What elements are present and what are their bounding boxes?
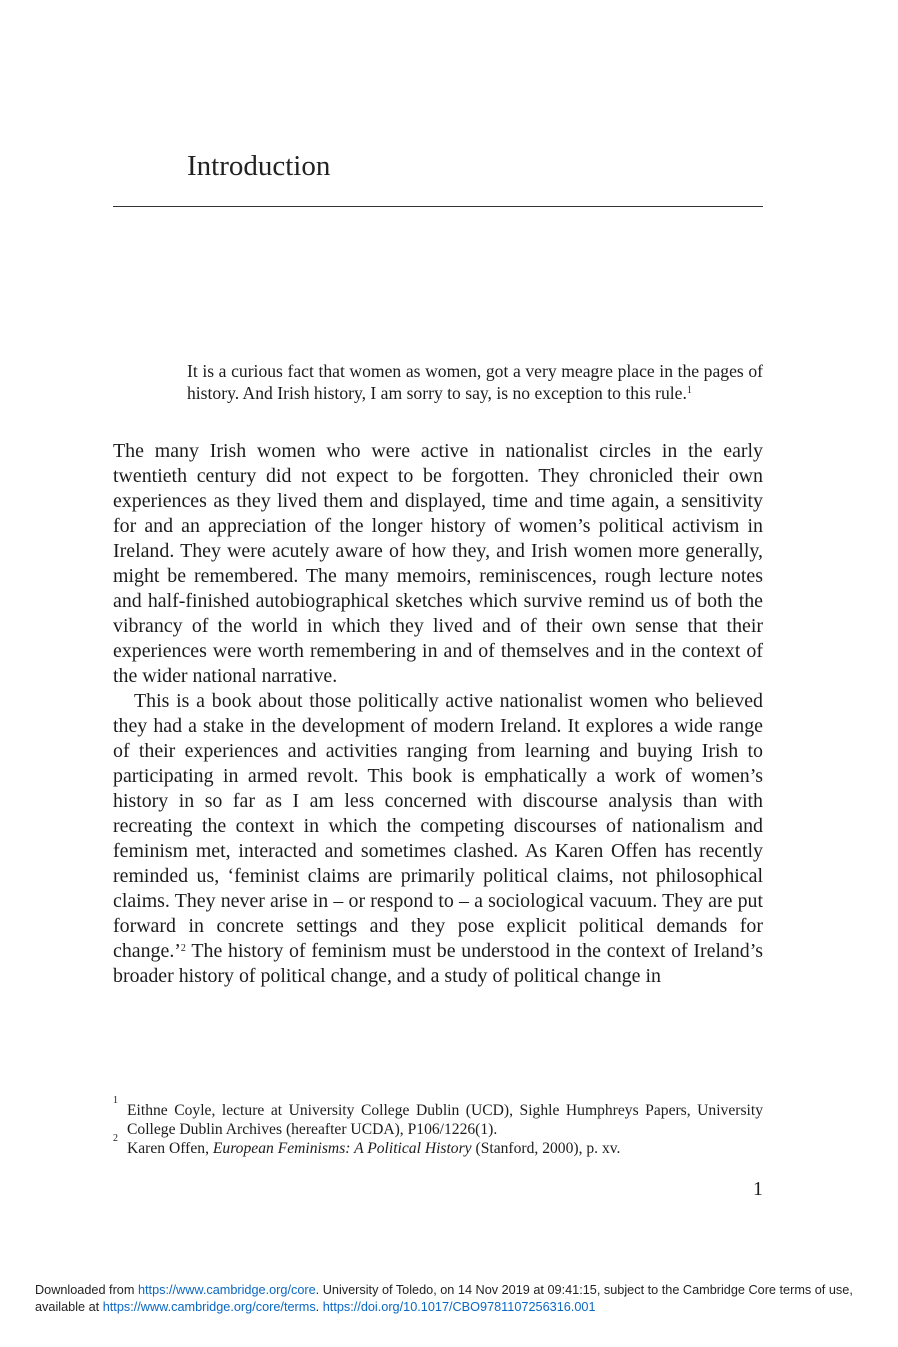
epigraph-text: It is a curious fact that women as women, got a very meagre place in the pages of history. And Irish history, I am sorry to say, is no exception to this rule.: [187, 361, 763, 403]
footnote-author: Karen Offen,: [127, 1140, 213, 1157]
notice-text: . University of Toledo, on 14 Nov 2019 at 09:41:15, subject to the Cambridge Core terms of use, available at: [35, 1283, 853, 1314]
page-number: 1: [753, 1178, 763, 1200]
notice-prefix: Downloaded from: [35, 1283, 138, 1297]
footnote-ref-1[interactable]: 1: [686, 385, 692, 396]
download-notice: [35, 1282, 880, 1316]
terms-link[interactable]: https://www.cambridge.org/core/terms: [102, 1300, 316, 1314]
body-text: [113, 439, 763, 989]
footnote-book-title: European Feminisms: A Political History: [212, 1140, 472, 1157]
footnote-2: 2 Karen Offen, European Feminisms: A Political History (Stanford, 2000), p. xv.: [113, 1133, 621, 1157]
chapter-title: Introduction: [187, 150, 331, 182]
footnote-1: 1 Eithne Coyle, lecture at University College Dublin (UCD), Sighle Humphreys Papers, University College Dublin Archives (hereafter UCDA), P106/1226(1).: [113, 1095, 763, 1138]
footnote-citation: (Stanford, 2000), p. xv.: [471, 1140, 621, 1157]
footnote-ref-2[interactable]: 2: [180, 943, 186, 954]
paragraph-1: The many Irish women who were active in nationalist circles in the early twentieth century did not expect to be forgotten. They chronicled their own experiences as they lived them and displayed, time and time again, a sensitivity for and an appreciation of the longer history of women’s political activism in Ireland. They were acutely aware of how they, and Irish women more generally, might be remembered. The many memoirs, reminiscences, rough lecture notes and half-finished autobiographical sketches which survive remind us of both the vibrancy of the world in which they lived and of their own sense that their experiences were worth remembering in and of themselves and in the context of the wider national narrative.: [113, 440, 763, 687]
title-divider: [113, 206, 763, 207]
footnote-text: Eithne Coyle, lecture at University College Dublin (UCD), Sighle Humphreys Papers, University College Dublin Archives (hereafter UCDA), P106/1226(1).: [127, 1102, 763, 1138]
footnotes: [113, 1095, 763, 1158]
cambridge-core-link[interactable]: https://www.cambridge.org/core: [137, 1283, 316, 1297]
epigraph: [187, 360, 763, 404]
paragraph-2: [113, 689, 763, 989]
notice-separator: .: [315, 1300, 323, 1314]
paragraph-2-text: This is a book about those politically active nationalist women who believed they had a stake in the development of modern Ireland. It explores a wide range of their experiences and activities ranging from learning and buying Irish to participating in armed revolt. This book is emphatically a work of women’s history in so far as I am less concerned with discourse analysis than with recreating the context in which the competing discourses of nationalism and feminism met, interacted and sometimes clashed. As Karen Offen has recently reminded us, ‘feminist claims are primarily political claims, not philosophical claims. They never arise in – or respond to – a sociological vacuum. They are put forward in concrete settings and they pose explicit political demands for change.’: [113, 690, 763, 962]
doi-link[interactable]: https://doi.org/10.1017/CBO9781107256316.001: [322, 1300, 596, 1314]
paragraph-2-continuation: The history of feminism must be understood in the context of Ireland’s broader history of political change, and a study of political change in: [113, 940, 763, 987]
